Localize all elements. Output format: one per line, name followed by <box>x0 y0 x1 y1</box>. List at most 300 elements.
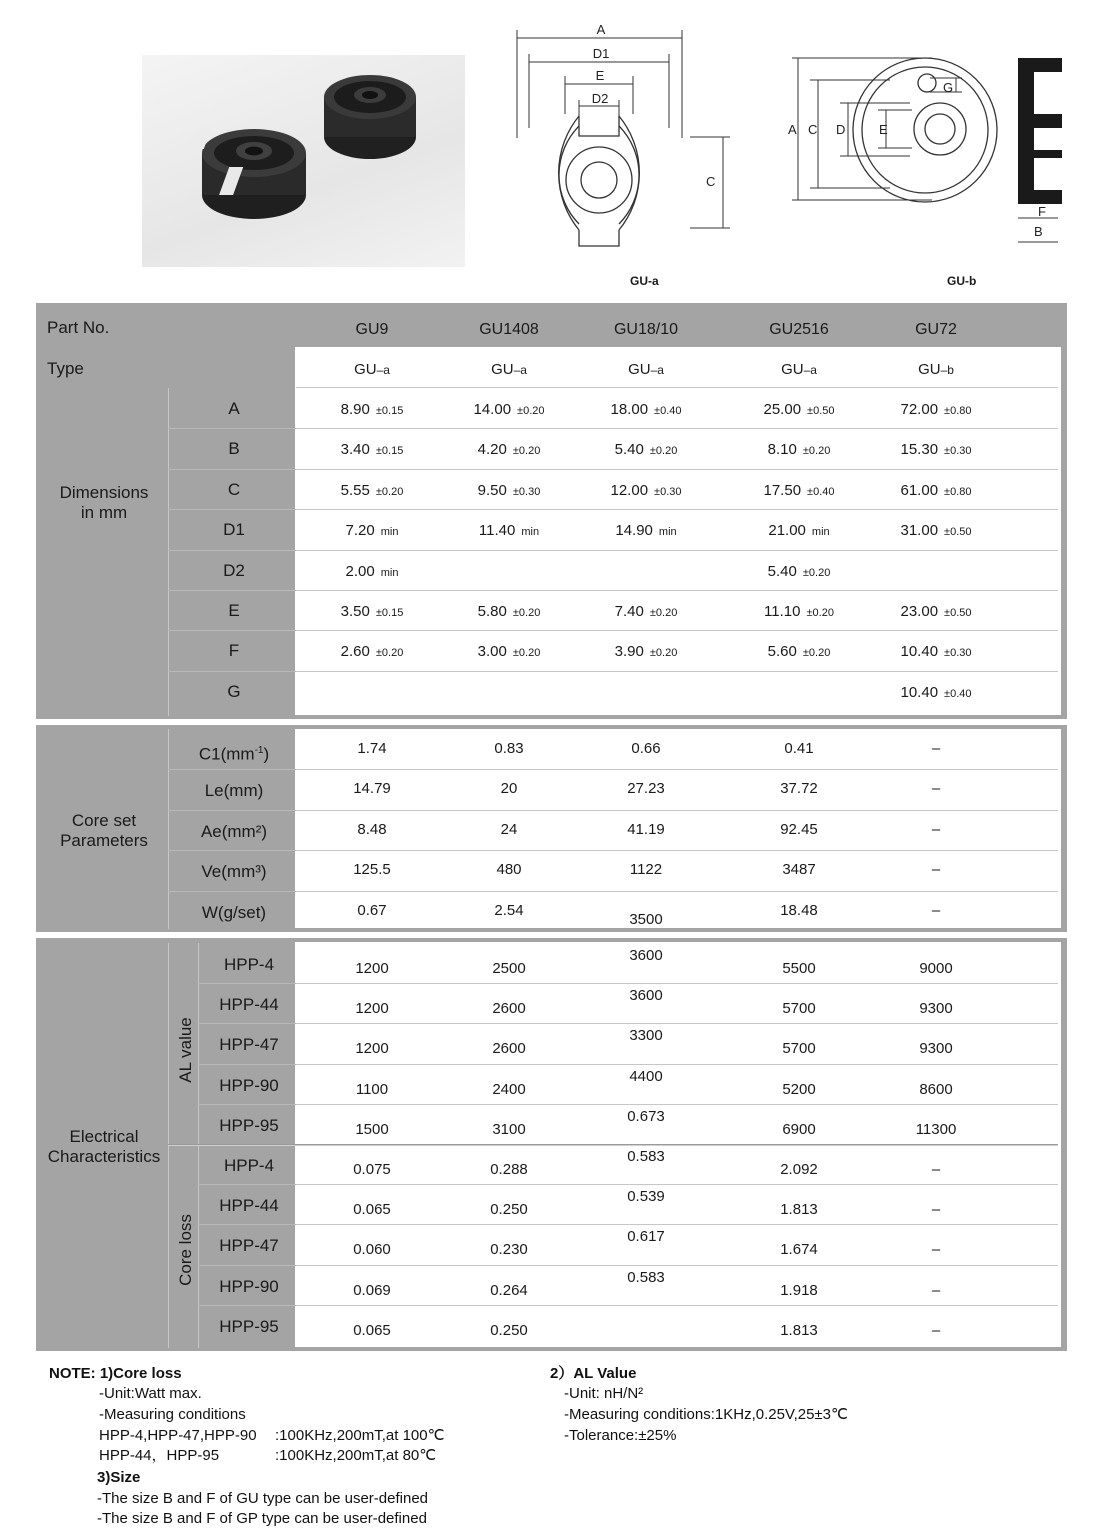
core-param-value: 0.66 <box>631 740 661 757</box>
row-divider <box>296 1184 1058 1185</box>
core-param-label <box>172 741 296 765</box>
al-value: 6900 <box>782 1120 816 1138</box>
al-value: 2500 <box>492 960 526 977</box>
row-divider <box>296 1023 1058 1024</box>
svg-text:A: A <box>596 22 606 37</box>
dimension-value <box>866 522 1006 541</box>
row-divider <box>296 428 1058 429</box>
svg-text:D2: D2 <box>591 91 609 106</box>
dimension-tolerance: ±0.20 <box>517 405 545 417</box>
core-param-value: 1.74 <box>357 740 387 757</box>
row-divider <box>198 1184 296 1185</box>
dimension-value <box>729 684 869 703</box>
row-divider <box>168 630 296 631</box>
material-label: HPP-44 <box>219 1196 279 1216</box>
dimension-nominal: 5.40 <box>767 562 797 580</box>
dimension-nominal: 2.00 <box>345 562 375 580</box>
core-loss-value: 1.674 <box>780 1241 818 1259</box>
dimension-value <box>729 603 869 622</box>
gu-a-drawing <box>505 18 745 263</box>
dimension-value <box>866 684 1006 703</box>
row-divider <box>168 810 296 811</box>
row-divider <box>198 983 296 984</box>
dimension-tolerance: ±0.20 <box>512 445 541 458</box>
dimension-value <box>576 441 716 460</box>
dimension-value <box>302 684 442 703</box>
dimension-tolerance: min <box>380 526 399 539</box>
svg-text:F: F <box>1038 204 1046 219</box>
al-value: 8600 <box>919 1080 953 1098</box>
dimension-tolerance: ±0.15 <box>375 405 404 417</box>
core-param-value: 92.45 <box>780 820 818 838</box>
note-cond2-value: :100KHz,200mT,at 80℃ <box>275 1447 437 1464</box>
dimension-value <box>302 563 442 582</box>
row-divider <box>296 769 1058 770</box>
core-param-value: 0.83 <box>494 740 524 757</box>
part-no-label: Part No. <box>47 318 110 337</box>
note-al-tolerance: -Tolerance:±25% <box>564 1427 677 1444</box>
core-param-value: – <box>931 820 941 838</box>
svg-text:E: E <box>595 68 605 83</box>
dimension-nominal: 5.80 <box>477 603 507 620</box>
dimension-value <box>729 563 869 582</box>
dimension-nominal: 11.10 <box>764 603 801 620</box>
dimension-value <box>729 643 869 662</box>
dimension-tolerance: min <box>521 526 540 539</box>
core-loss-value: 0.583 <box>627 1268 665 1286</box>
column-header: GU9 <box>355 321 389 338</box>
dimension-nominal: 17.50 <box>763 481 802 499</box>
dimension-value <box>729 482 869 501</box>
core-loss-value: – <box>931 1281 941 1299</box>
core-param-name: Le(mm) <box>204 781 264 801</box>
core-param-value: 27.23 <box>627 780 665 798</box>
al-value: 2600 <box>492 1040 526 1058</box>
al-value: 11300 <box>915 1120 957 1138</box>
svg-text:D1: D1 <box>592 46 610 61</box>
material-label: HPP-90 <box>219 1276 279 1296</box>
dimension-tolerance: ±0.20 <box>649 647 678 660</box>
type-sub: a <box>810 363 817 377</box>
dimension-value <box>729 401 869 420</box>
dimension-tolerance: ±0.20 <box>375 647 404 660</box>
dimension-label: C <box>227 479 241 499</box>
core-loss-value: 0.065 <box>353 1321 391 1339</box>
dimension-tolerance: ±0.20 <box>512 607 541 619</box>
gu-b-label: GU-b <box>947 274 977 288</box>
dimension-value <box>439 684 579 703</box>
note-cond2-label: HPP-44，HPP-95 <box>99 1447 220 1464</box>
dimension-tolerance: ±0.80 <box>944 405 972 417</box>
row-divider <box>168 590 296 591</box>
row-divider <box>168 769 296 770</box>
type-main: GU <box>628 361 651 378</box>
type-cell <box>876 361 996 379</box>
row-divider <box>168 550 296 551</box>
dimension-label: E <box>228 601 240 620</box>
core-param-value: 41.19 <box>627 820 665 838</box>
al-value: 9300 <box>919 1040 953 1058</box>
dimension-tolerance: ±0.30 <box>654 485 682 498</box>
al-value: 5700 <box>782 1000 816 1018</box>
core-param-name: Ae(mm²) <box>200 821 268 841</box>
al-value: 9300 <box>919 1000 953 1018</box>
dimension-nominal: 25.00 <box>763 401 802 418</box>
dimension-value <box>302 441 442 460</box>
row-divider <box>296 1305 1058 1306</box>
row-divider <box>168 428 296 429</box>
note-size-1: -The size B and F of GU type can be user-defined <box>97 1490 429 1507</box>
dimension-value <box>439 603 579 622</box>
core-param-name: C1(mm <box>198 744 255 764</box>
al-value: 5700 <box>782 1040 816 1058</box>
dimension-label: D1 <box>223 520 245 540</box>
core-loss-value: 2.092 <box>780 1161 818 1178</box>
core-param-sup: -1 <box>254 745 264 756</box>
dimension-tolerance: ±0.20 <box>649 445 678 458</box>
gu-a-label: GU-a <box>630 274 659 288</box>
row-divider <box>296 630 1058 631</box>
column-divider <box>168 729 169 929</box>
dimension-value <box>302 643 442 662</box>
al-value: 3300 <box>629 1027 663 1045</box>
dimension-tolerance: ±0.80 <box>944 485 972 498</box>
dimension-nominal: 15.30 <box>900 441 939 459</box>
core-param-value: 125.5 <box>353 861 391 879</box>
core-param-value: 3487 <box>782 861 816 879</box>
note-cond1-value: :100KHz,200mT,at 100℃ <box>275 1427 445 1444</box>
dimension-value <box>439 401 579 420</box>
al-value: 1200 <box>355 960 389 977</box>
dimension-tolerance: ±0.20 <box>512 647 541 660</box>
core-param-value: 0.41 <box>784 740 814 757</box>
dimension-nominal: 18.00 <box>610 401 649 418</box>
type-cell <box>312 361 432 379</box>
product-photo <box>142 55 465 267</box>
row-divider <box>296 1064 1058 1065</box>
dimension-tolerance: ±0.20 <box>802 647 831 660</box>
dimension-value <box>576 603 716 622</box>
core-loss-label: Core loss <box>176 1214 195 1286</box>
core-param-end: ) <box>263 744 270 764</box>
dimension-tolerance: ±0.15 <box>375 607 404 619</box>
row-divider <box>198 1023 296 1024</box>
dimension-nominal: 3.50 <box>340 603 370 620</box>
dimension-value <box>576 643 716 662</box>
note-al-unit: -Unit: nH/N² <box>564 1385 644 1402</box>
dimension-tolerance: ±0.50 <box>807 405 835 417</box>
material-label: HPP-4 <box>223 955 275 974</box>
dimension-value <box>866 603 1006 622</box>
dimension-label: A <box>228 399 240 418</box>
column-header: GU72 <box>915 321 957 338</box>
type-main: GU <box>781 361 804 378</box>
row-divider <box>296 550 1058 551</box>
electrical-group-label: Electrical Characteristics <box>47 1127 161 1166</box>
dimension-nominal: 3.40 <box>340 441 370 459</box>
material-label: HPP-47 <box>219 1035 279 1055</box>
dimension-tolerance: ±0.50 <box>944 607 972 619</box>
svg-text:C: C <box>706 174 716 189</box>
row-divider <box>168 1145 1058 1146</box>
core-loss-value: 0.060 <box>353 1241 391 1259</box>
type-label: Type <box>47 359 84 378</box>
dimension-nominal: 14.00 <box>473 401 512 418</box>
row-divider <box>296 469 1058 470</box>
dimension-tolerance: ±0.15 <box>375 445 404 458</box>
core-param-value: 14.79 <box>353 780 391 798</box>
row-divider <box>296 1265 1058 1266</box>
al-value: 3600 <box>629 987 663 1005</box>
core-param-label <box>172 903 296 923</box>
dimension-value <box>302 603 442 622</box>
row-divider <box>296 983 1058 984</box>
core-param-value: 18.48 <box>780 901 818 919</box>
note-size-2: -The size B and F of GP type can be user-defined <box>97 1510 427 1527</box>
dimension-label: G <box>227 681 241 701</box>
dimension-tolerance: ±0.20 <box>806 607 834 619</box>
row-divider <box>296 850 1058 851</box>
dimension-nominal: 11.40 <box>478 522 516 540</box>
dimension-nominal: 10.40 <box>900 683 939 701</box>
dimension-value <box>439 563 579 582</box>
row-divider <box>296 891 1058 892</box>
row-divider <box>296 509 1058 510</box>
dimension-nominal: 14.90 <box>615 522 653 540</box>
dimensions-group-label: Dimensions in mm <box>59 483 149 522</box>
dimension-value <box>866 482 1006 501</box>
dimension-value <box>576 482 716 501</box>
core-param-value: 0.67 <box>357 901 387 919</box>
dimension-nominal: 5.40 <box>614 441 644 459</box>
core-loss-value: – <box>931 1201 941 1219</box>
row-divider <box>198 1265 296 1266</box>
type-main: GU <box>491 361 514 378</box>
dimension-tolerance: ±0.40 <box>807 485 835 498</box>
core-param-value: – <box>931 861 941 879</box>
type-cell <box>586 361 706 379</box>
dimension-value <box>866 401 1006 420</box>
dimension-label: F <box>228 641 240 661</box>
core-param-value: 20 <box>500 780 518 798</box>
core-param-value: 8.48 <box>357 820 387 838</box>
type-dash: – <box>803 363 811 377</box>
dimension-tolerance: ±0.30 <box>944 445 972 458</box>
type-dash: – <box>513 363 521 377</box>
row-divider <box>168 891 296 892</box>
core-param-value: – <box>931 901 941 919</box>
core-param-label <box>172 781 296 801</box>
core-param-value: 37.72 <box>780 780 818 798</box>
core-loss-value: 0.065 <box>353 1201 391 1219</box>
dimension-value <box>729 522 869 541</box>
core-loss-value: 0.069 <box>353 1281 391 1299</box>
al-value: 1500 <box>355 1120 389 1138</box>
dimension-value <box>729 441 869 460</box>
row-divider <box>198 1104 296 1105</box>
core-param-value: – <box>931 780 941 798</box>
type-sub: a <box>383 363 390 377</box>
dimension-tolerance: ±0.20 <box>375 485 404 498</box>
dimension-nominal: 12.00 <box>610 481 649 499</box>
type-dash: – <box>376 363 384 377</box>
row-divider <box>168 509 296 510</box>
svg-text:A: A <box>788 122 797 137</box>
row-divider <box>296 1104 1058 1105</box>
note-size-title: 3)Size <box>97 1469 141 1486</box>
svg-text:E: E <box>879 122 888 137</box>
core-loss-value: 0.250 <box>490 1201 528 1219</box>
core-param-value: 24 <box>500 820 518 838</box>
core-loss-value: 0.250 <box>490 1321 528 1339</box>
note-al-title: 2）AL Value <box>550 1365 637 1382</box>
al-value: 4400 <box>629 1067 663 1085</box>
al-value: 2400 <box>492 1080 526 1098</box>
dimension-value <box>439 643 579 662</box>
material-label: HPP-47 <box>219 1236 279 1256</box>
gu-b-drawing <box>780 50 1080 250</box>
core-loss-value: 0.230 <box>490 1241 528 1259</box>
al-value: 1200 <box>355 1040 389 1058</box>
row-divider <box>198 1224 296 1225</box>
dimension-value <box>866 441 1006 460</box>
note-cond1-label: HPP-4,HPP-47,HPP-90 <box>99 1427 257 1444</box>
dimension-value <box>439 441 579 460</box>
dimension-tolerance: min <box>658 526 677 539</box>
al-value: 5200 <box>782 1080 816 1098</box>
core-loss-value: – <box>931 1241 941 1259</box>
type-sub: a <box>657 363 664 377</box>
al-value: 9000 <box>919 960 953 977</box>
dimension-nominal: 3.90 <box>614 643 644 661</box>
core-loss-value: 0.288 <box>490 1161 528 1178</box>
row-divider <box>296 590 1058 591</box>
core-loss-value: 1.813 <box>780 1201 818 1219</box>
al-value: 5500 <box>782 960 816 977</box>
row-divider <box>296 810 1058 811</box>
type-cell <box>739 361 859 379</box>
dimension-nominal: 10.40 <box>900 643 939 661</box>
core-param-value: – <box>931 740 941 757</box>
dimension-nominal: 72.00 <box>900 401 939 418</box>
dimension-value <box>576 522 716 541</box>
dimension-tolerance: ±0.40 <box>654 405 682 417</box>
core-param-value: 2.54 <box>494 901 524 919</box>
core-param-value: 3500 <box>629 910 663 928</box>
al-value: 0.673 <box>627 1107 665 1125</box>
svg-text:G: G <box>943 80 954 95</box>
core-loss-value: – <box>931 1161 941 1178</box>
row-divider <box>198 1064 296 1065</box>
core-loss-value: 0.264 <box>490 1281 528 1299</box>
core-param-name: Ve(mm³) <box>201 862 267 882</box>
row-divider <box>296 387 1058 388</box>
dimension-nominal: 8.90 <box>340 401 370 418</box>
dimension-value <box>439 482 579 501</box>
dimension-tolerance: ±0.20 <box>649 607 678 619</box>
column-header: GU18/10 <box>613 321 679 338</box>
type-dash: – <box>940 363 948 377</box>
material-label: HPP-4 <box>223 1156 275 1175</box>
dimension-value <box>866 643 1006 662</box>
dimension-value <box>439 522 579 541</box>
dimension-nominal: 21.00 <box>768 522 806 540</box>
dimension-nominal: 7.20 <box>345 522 375 540</box>
core-param-label <box>172 822 296 842</box>
dimension-value <box>302 401 442 420</box>
dimension-label: D2 <box>223 560 245 580</box>
core-loss-value: – <box>931 1321 941 1339</box>
al-value: 1200 <box>355 1000 389 1018</box>
core-loss-value: 1.918 <box>780 1281 818 1299</box>
al-value-label: AL value <box>176 1017 195 1083</box>
material-label: HPP-90 <box>219 1075 279 1095</box>
dimension-nominal: 4.20 <box>477 441 507 459</box>
core-param-value: 1122 <box>629 861 663 879</box>
al-value: 2600 <box>492 1000 526 1018</box>
svg-text:B: B <box>1034 224 1043 239</box>
dimension-nominal: 8.10 <box>767 441 797 459</box>
al-value: 3600 <box>629 947 663 964</box>
type-dash: – <box>650 363 658 377</box>
al-value: 3100 <box>492 1120 526 1138</box>
type-sub: b <box>947 363 954 377</box>
core-loss-value: 0.539 <box>627 1188 665 1206</box>
type-main: GU <box>918 361 941 378</box>
dimension-value <box>576 401 716 420</box>
ferrite-core-illustration <box>142 55 465 267</box>
type-cell <box>449 361 569 379</box>
dimension-nominal: 2.60 <box>340 643 370 661</box>
dimension-value <box>866 563 1006 582</box>
type-sub: a <box>520 363 527 377</box>
dimension-tolerance: ±0.20 <box>802 445 831 458</box>
core-param-name: W(g/set) <box>201 902 267 922</box>
note-core-loss-title: NOTE: 1)Core loss <box>49 1365 182 1382</box>
al-value: 1100 <box>355 1080 389 1098</box>
note-measuring: -Measuring conditions <box>99 1406 246 1423</box>
dimension-tolerance: ±0.30 <box>944 647 972 660</box>
dimension-tolerance: ±0.50 <box>944 526 972 539</box>
dimension-tolerance: ±0.40 <box>944 687 972 700</box>
note-unit: -Unit:Watt max. <box>99 1385 202 1402</box>
material-label: HPP-95 <box>219 1115 279 1135</box>
svg-text:D: D <box>836 122 846 137</box>
row-divider <box>168 850 296 851</box>
core-set-group-label: Core set Parameters <box>60 811 148 850</box>
core-loss-value: 1.813 <box>780 1321 818 1339</box>
dimension-tolerance: ±0.30 <box>512 485 541 498</box>
dimension-tolerance: min <box>380 566 399 579</box>
dimension-tolerance: min <box>811 526 830 539</box>
dimension-nominal: 61.00 <box>900 481 939 499</box>
dimension-tolerance: ±0.20 <box>802 566 831 579</box>
row-divider <box>168 671 296 672</box>
dimension-value <box>302 522 442 541</box>
material-label: HPP-44 <box>219 995 279 1015</box>
core-loss-value: 0.583 <box>627 1148 665 1165</box>
dimension-value <box>576 563 716 582</box>
dimension-nominal: 5.60 <box>767 643 797 661</box>
dimension-nominal: 3.00 <box>477 643 507 661</box>
type-main: GU <box>354 361 377 378</box>
row-divider <box>296 1224 1058 1225</box>
dimension-nominal: 9.50 <box>477 481 507 499</box>
dimension-value <box>302 482 442 501</box>
row-divider <box>168 469 296 470</box>
row-divider <box>296 671 1058 672</box>
svg-text:C: C <box>808 122 818 137</box>
